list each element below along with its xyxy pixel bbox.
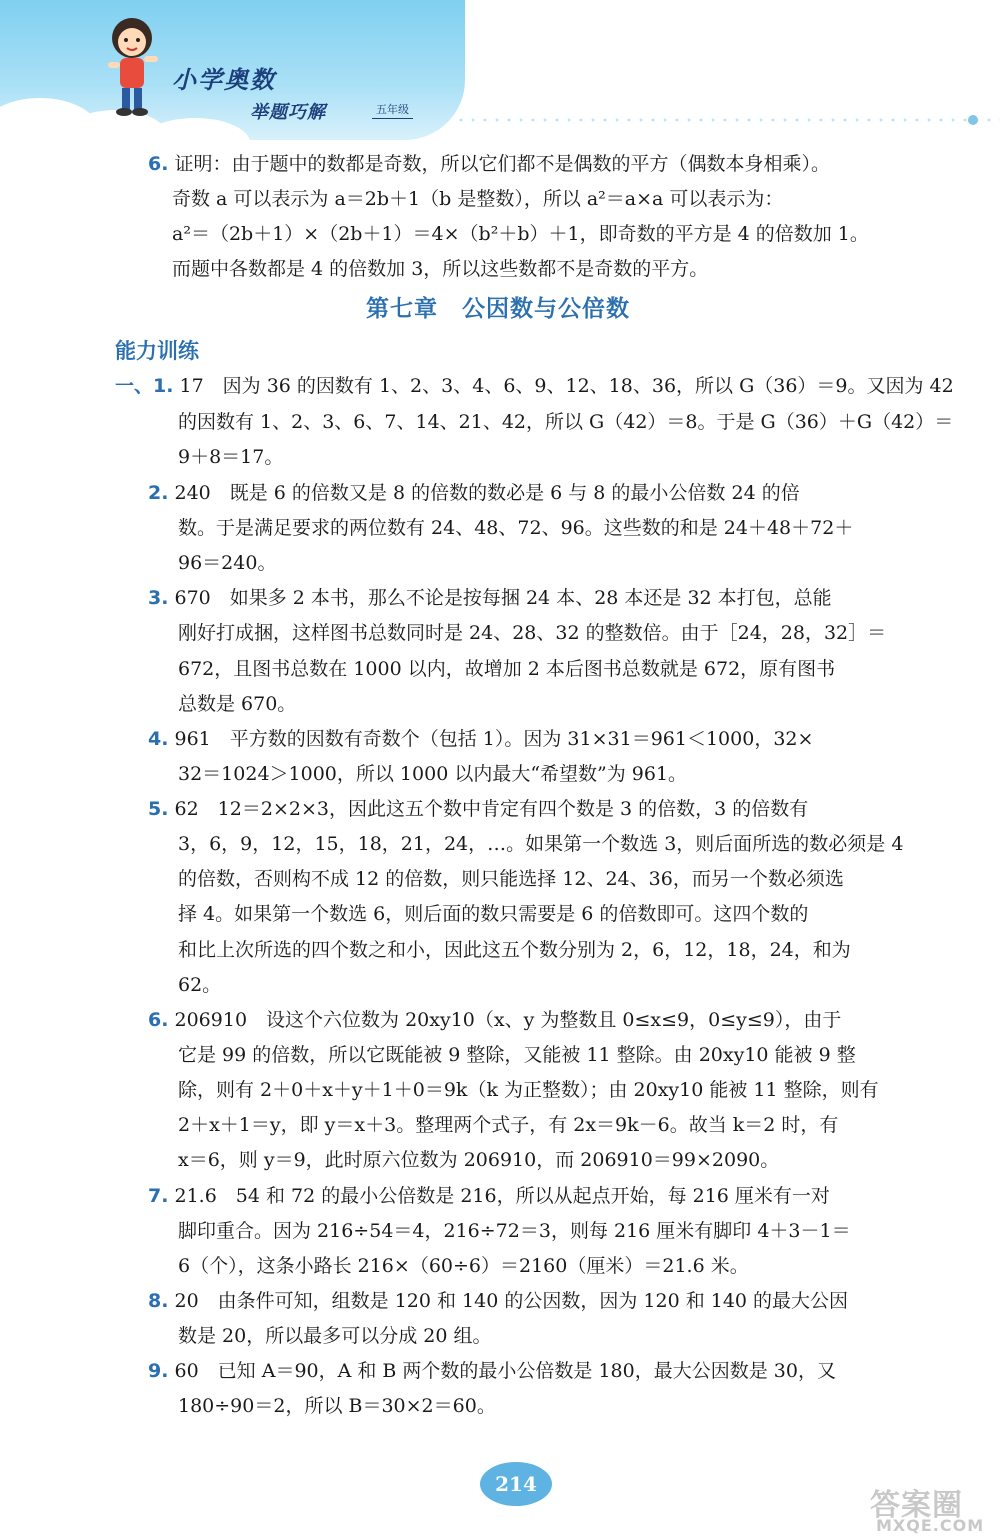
answer-line: 2＋x＋1＝y，即 y＝x＋3。整理两个式子，有 2x＝9k－6。故当 k＝2 时，有 xyxy=(178,1114,839,1136)
answer-line: 6（个），这条小路长 216×（60÷6）＝2160（厘米）＝21.6 米。 xyxy=(178,1255,749,1277)
answer-line: x＝6，则 y＝9，此时原六位数为 206910，而 206910＝99×2090。 xyxy=(178,1149,780,1171)
page-number-badge xyxy=(480,1462,552,1506)
answer-line: 脚印重合。因为 216÷54＝4，216÷72＝3，则每 216 厘米有脚印 4＋3－1＝ xyxy=(178,1220,851,1242)
answer-line: 数。于是满足要求的两位数有 24、48、72、96。这些数的和是 24＋48＋72＋ xyxy=(178,517,854,539)
section-title: 能力训练 xyxy=(115,339,199,363)
answer-line: 5. 62 12＝2×2×3，因此这五个数中肯定有四个数是 3 的倍数，3 的倍数有 xyxy=(148,798,809,820)
page-number: 214 xyxy=(495,1472,537,1496)
answer-line: 9. 60 已知 A＝90，A 和 B 两个数的最小公倍数是 180，最大公因数是 30，又 xyxy=(148,1360,836,1382)
answer-line: 它是 99 的倍数，所以它既能被 9 整除，又能被 11 整除。由 20xy10 能被 9 整 xyxy=(178,1044,856,1066)
answer-line: 的因数有 1、2、3、6、7、14、21、42，所以 G（42）＝8。于是 G（36）＋G（42）＝ xyxy=(178,411,954,433)
answer-line: 的倍数，否则构不成 12 的倍数，则只能选择 12、24、36，而另一个数必须选 xyxy=(178,868,844,890)
series-title: 小学奥数 xyxy=(172,66,276,94)
answer-line: 2. 240 既是 6 的倍数又是 8 的倍数的数必是 6 与 8 的最小公倍数 24 的倍 xyxy=(148,482,800,504)
answer-line: 一、1. 17 因为 36 的因数有 1、2、3、4、6、9、12、18、36，所以 G（36）＝9。又因为 42 xyxy=(115,375,954,397)
watermark-url: MXQE.COM xyxy=(876,1516,985,1535)
girl-mascot-icon xyxy=(98,12,166,118)
answer-line: 和比上次所选的四个数之和小，因此这五个数分别为 2，6，12，18，24，和为 xyxy=(178,939,851,961)
answer-line: 6. 证明：由于题中的数都是奇数，所以它们都不是偶数的平方（偶数本身相乘）。 xyxy=(148,153,831,175)
chapter-title: 第七章 公因数与公倍数 xyxy=(366,296,630,322)
answer-line: a²＝（2b＋1）×（2b＋1）＝4×（b²＋b）＋1，即奇数的平方是 4 的倍数加 1。 xyxy=(172,223,869,245)
answer-line: 4. 961 平方数的因数有奇数个（包括 1）。因为 31×31＝961＜1000，32× xyxy=(148,728,814,750)
answer-line: 3. 670 如果多 2 本书，那么不论是按每捆 24 本、28 本还是 32 本打包，总能 xyxy=(148,587,832,609)
header-dot-ornament xyxy=(968,115,978,125)
answer-line: 3，6，9，12，15，18，21，24，…。如果第一个数选 3，则后面所选的数必须是 4 xyxy=(178,833,904,855)
answer-line: 奇数 a 可以表示为 a＝2b＋1（b 是整数），所以 a²＝a×a 可以表示为： xyxy=(172,188,784,210)
answer-line: 刚好打成捆，这样图书总数同时是 24、28、32 的整数倍。由于［24，28，32］＝ xyxy=(178,622,887,644)
answer-line: 7. 21.6 54 和 72 的最小公倍数是 216，所以从起点开始，每 216 厘米有一对 xyxy=(148,1185,830,1207)
answer-line: 6. 206910 设这个六位数为 20xy10（x、y 为整数且 0≤x≤9，0≤y≤9），由于 xyxy=(148,1009,842,1031)
answer-line: 而题中各数都是 4 的倍数加 3，所以这些数都不是奇数的平方。 xyxy=(172,258,709,280)
answer-line: 96＝240。 xyxy=(178,552,277,574)
answer-line: 总数是 670。 xyxy=(178,693,297,715)
answer-line: 62。 xyxy=(178,974,222,996)
watermark-logo: 答案圈 xyxy=(870,1488,963,1523)
series-subtitle: 举题巧解 xyxy=(250,102,326,123)
grade-label: 五年级 xyxy=(372,100,413,119)
answer-line: 择 4。如果第一个数选 6，则后面的数只需要是 6 的倍数即可。这四个数的 xyxy=(178,903,809,925)
book-header-banner xyxy=(0,0,465,140)
answer-line: 除，则有 2＋0＋x＋y＋1＋0＝9k（k 为正整数）；由 20xy10 能被 11 整除，则有 xyxy=(178,1079,879,1101)
answer-line: 32＝1024＞1000，所以 1000 以内最大“希望数”为 961。 xyxy=(178,763,688,785)
answer-line: 数是 20，所以最多可以分成 20 组。 xyxy=(178,1325,492,1347)
answer-line: 8. 20 由条件可知，组数是 120 和 140 的公因数，因为 120 和 140 的最大公因 xyxy=(148,1290,849,1312)
answer-line: 9＋8＝17。 xyxy=(178,446,284,468)
answer-line: 180÷90＝2，所以 B＝30×2＝60。 xyxy=(178,1395,496,1417)
header-dotted-rule xyxy=(455,118,1000,122)
answer-line: 672，且图书总数在 1000 以内，故增加 2 本后图书总数就是 672，原有图书 xyxy=(178,658,836,680)
